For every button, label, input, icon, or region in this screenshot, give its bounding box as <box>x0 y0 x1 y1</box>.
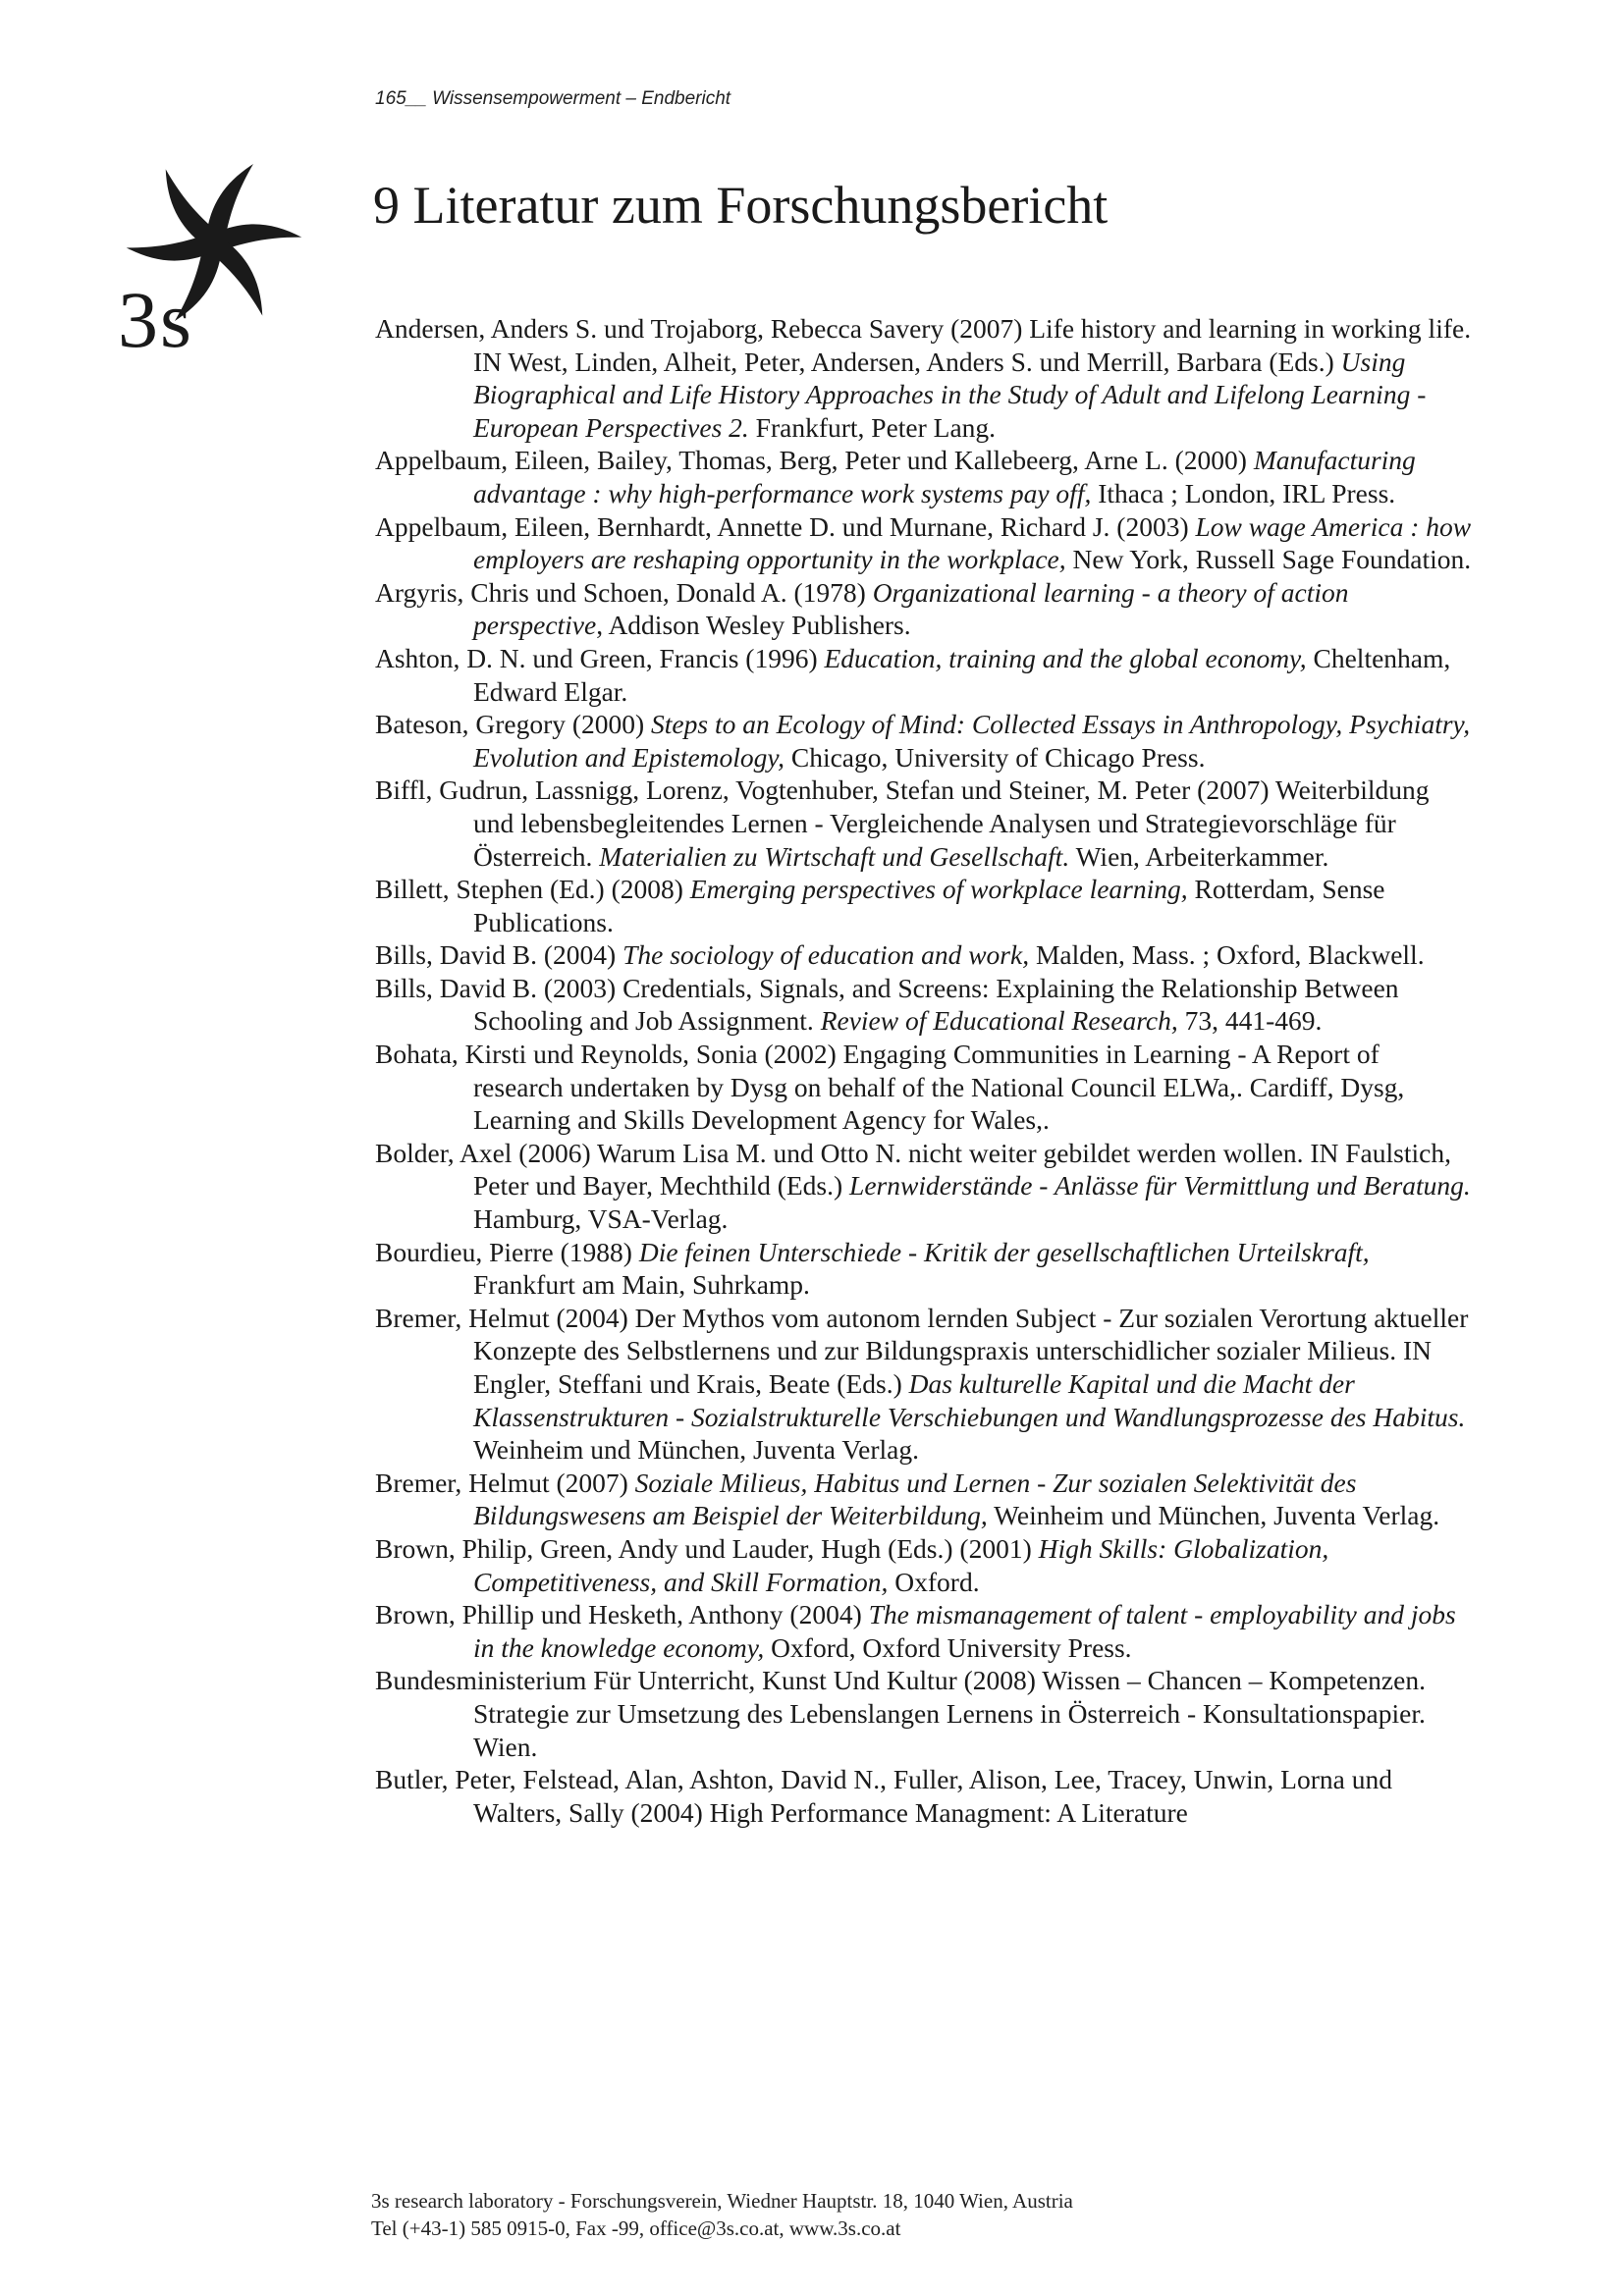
reference-text: Bills, David B. (2004) <box>375 939 623 971</box>
reference-entry <box>375 1236 1475 1302</box>
reference-title: Steps to an Ecology of Mind: Collected Essays in Anthropology, Psychiatry, Evolution and Epistemology, <box>473 709 1471 773</box>
reference-text: Weinheim und München, Juventa Verlag. <box>473 1434 919 1466</box>
reference-title: Review of Educational Research, <box>820 1005 1178 1037</box>
reference-text: Bourdieu, Pierre (1988) <box>375 1236 639 1267</box>
reference-title: Using Biographical and Life History Approaches in the Study of Adult and Lifelong Learning - European Perspectives 2. <box>473 346 1427 443</box>
reference-entry <box>375 1038 1475 1137</box>
reference-text: Wien, Arbeiterkammer. <box>1069 840 1329 872</box>
reference-entry <box>375 576 1475 642</box>
reference-entry <box>375 642 1475 708</box>
reference-text: Frankfurt, Peter Lang. <box>748 411 997 443</box>
reference-text: Weinheim und München, Juventa Verlag. <box>987 1500 1440 1531</box>
reference-entry <box>375 1302 1475 1467</box>
reference-entry <box>375 1664 1475 1763</box>
reference-entry <box>375 1532 1475 1598</box>
reference-list <box>375 312 1475 1829</box>
reference-text: Brown, Philip, Green, Andy und Lauder, Hugh (Eds.) (2001) <box>375 1532 1039 1564</box>
reference-text: Appelbaum, Eileen, Bernhardt, Annette D. und Murnane, Richard J. (2003) <box>375 510 1196 542</box>
reference-text: Brown, Phillip und Hesketh, Anthony (2004) <box>375 1599 869 1630</box>
reference-entry <box>375 972 1475 1038</box>
reference-title: Die feinen Unterschiede - Kritik der gesellschaftlichen Urteilskraft, <box>638 1236 1370 1267</box>
reference-entry <box>375 708 1475 774</box>
reference-text: Andersen, Anders S. und Trojaborg, Rebecca Savery (2007) Life history and learning in working life. IN West, Linden, Alheit, Peter, Andersen, Anders S. und Merrill, Barbara (Eds.) <box>375 313 1472 377</box>
reference-title: Education, training and the global economy, <box>824 642 1307 673</box>
reference-text: Bohata, Kirsti und Reynolds, Sonia (2002) Engaging Communities in Learning - A Report of research undertaken by Dysg on behalf of the National Council ELWa,. Cardiff, Dysg, Learning and Skills Development Agency for Wales,. <box>375 1039 1405 1136</box>
reference-entry <box>375 1137 1475 1236</box>
reference-title: Materialien zu Wirtschaft und Gesellschaft. <box>599 840 1070 872</box>
reference-text: 73, 441-469. <box>1177 1005 1323 1037</box>
reference-entry <box>375 312 1475 444</box>
footer-contact: Tel (+43-1) 585 0915-0, Fax -99, office@3s.co.at, www.3s.co.at <box>371 2216 901 2240</box>
reference-text: Billett, Stephen (Ed.) (2008) <box>375 874 690 905</box>
logo-text: 3s <box>118 275 193 364</box>
reference-text: , Addison Wesley Publishers. <box>596 610 911 641</box>
reference-text: Bills, David B. (2003) Credentials, Signals, and Screens: Explaining the Relationship Between Schooling and Job Assignment. <box>375 972 1399 1037</box>
reference-text: New York, Russell Sage Foundation. <box>1065 544 1472 575</box>
reference-text: Ithaca ; London, IRL Press. <box>1091 477 1396 508</box>
reference-title: Soziale Milieus, Habitus und Lernen - Zur sozialen Selektivität des Bildungswesens am Beispiel der Weiterbildung, <box>473 1467 1357 1531</box>
reference-title: Das kulturelle Kapital und die Macht der Klassenstrukturen - Sozialstrukturelle Verschiebungen und Wandlungsprozesse des Habitus. <box>473 1368 1466 1432</box>
reference-text: Bateson, Gregory (2000) <box>375 709 652 740</box>
reference-text: Biffl, Gudrun, Lassnigg, Lorenz, Vogtenhuber, Stefan und Steiner, M. Peter (2007) Weiterbildung und lebensbegleitendes Lernen - Vergleichende Analysen und Strategievorschläge für Österreich. <box>375 774 1430 872</box>
reference-title: The mismanagement of talent - employability and jobs in the knowledge economy, <box>473 1599 1456 1663</box>
reference-entry <box>375 510 1475 576</box>
reference-text: Frankfurt am Main, Suhrkamp. <box>473 1269 810 1301</box>
reference-text: Oxford, Oxford University Press. <box>764 1631 1132 1663</box>
reference-text: Bolder, Axel (2006) Warum Lisa M. und Otto N. nicht weiter gebildet werden wollen. IN Faulstich, Peter und Bayer, Mechthild (Eds.) <box>375 1137 1451 1201</box>
reference-title: High Skills: Globalization, Competitiveness, and Skill Formation, <box>473 1532 1329 1597</box>
reference-text: Oxford. <box>888 1566 980 1597</box>
reference-title: Lernwiderstände - Anlässe für Vermittlung und Beratung. <box>849 1170 1471 1201</box>
footer <box>371 2187 1073 2242</box>
reference-entry <box>375 938 1475 972</box>
reference-title: The sociology of education and work, <box>622 939 1030 971</box>
reference-text: Ashton, D. N. und Green, Francis (1996) <box>375 642 825 673</box>
reference-entry <box>375 444 1475 509</box>
reference-title: Low wage America : how employers are reshaping opportunity in the workplace, <box>473 510 1472 575</box>
reference-entry <box>375 1467 1475 1532</box>
reference-title: Manufacturing advantage : why high-performance work systems pay off, <box>473 445 1416 508</box>
reference-text: Chicago, University of Chicago Press. <box>784 741 1206 773</box>
reference-title: Emerging perspectives of workplace learning, <box>689 874 1188 905</box>
reference-entry <box>375 1598 1475 1664</box>
reference-text: Argyris, Chris und Schoen, Donald A. (1978) <box>375 576 873 608</box>
running-header: 165__ Wissensempowerment – Endbericht <box>375 88 731 109</box>
reference-entry <box>375 1763 1475 1829</box>
reference-title: Organizational learning - a theory of action perspective <box>473 576 1349 641</box>
reference-text: Bremer, Helmut (2004) Der Mythos vom autonom lernden Subject - Zur sozialen Verortung aktueller Konzepte des Selbstlernens und zur Bildungspraxis unterschidlicher sozialer Milieus. IN Engler, Steffani und Krais, Beate (Eds.) <box>375 1302 1469 1399</box>
footer-address: 3s research laboratory - Forschungsverein, Wiedner Hauptstr. 18, 1040 Wien, Austria <box>371 2189 1073 2213</box>
reference-text: Bundesministerium Für Unterricht, Kunst Und Kultur (2008) Wissen – Chancen – Kompetenzen. Strategie zur Umsetzung des Lebenslangen Lernens in Österreich - Konsultationspapier. Wien. <box>375 1665 1426 1762</box>
reference-text: Appelbaum, Eileen, Bailey, Thomas, Berg, Peter und Kallebeerg, Arne L. (2000) <box>375 445 1254 476</box>
reference-entry <box>375 873 1475 938</box>
reference-text: Hamburg, VSA-Verlag. <box>473 1203 729 1235</box>
reference-text: Rotterdam, Sense Publications. <box>473 874 1385 937</box>
section-title: 9 Literatur zum Forschungsbericht <box>373 176 1109 235</box>
reference-text: Cheltenham, Edward Elgar. <box>473 642 1451 707</box>
reference-entry <box>375 774 1475 873</box>
reference-text: Butler, Peter, Felstead, Alan, Ashton, David N., Fuller, Alison, Lee, Tracey, Unwin, Lorna und Walters, Sally (2004) High Performance Managment: A Literature <box>375 1764 1392 1828</box>
reference-text: Bremer, Helmut (2007) <box>375 1467 635 1498</box>
reference-text: Malden, Mass. ; Oxford, Blackwell. <box>1029 939 1425 971</box>
